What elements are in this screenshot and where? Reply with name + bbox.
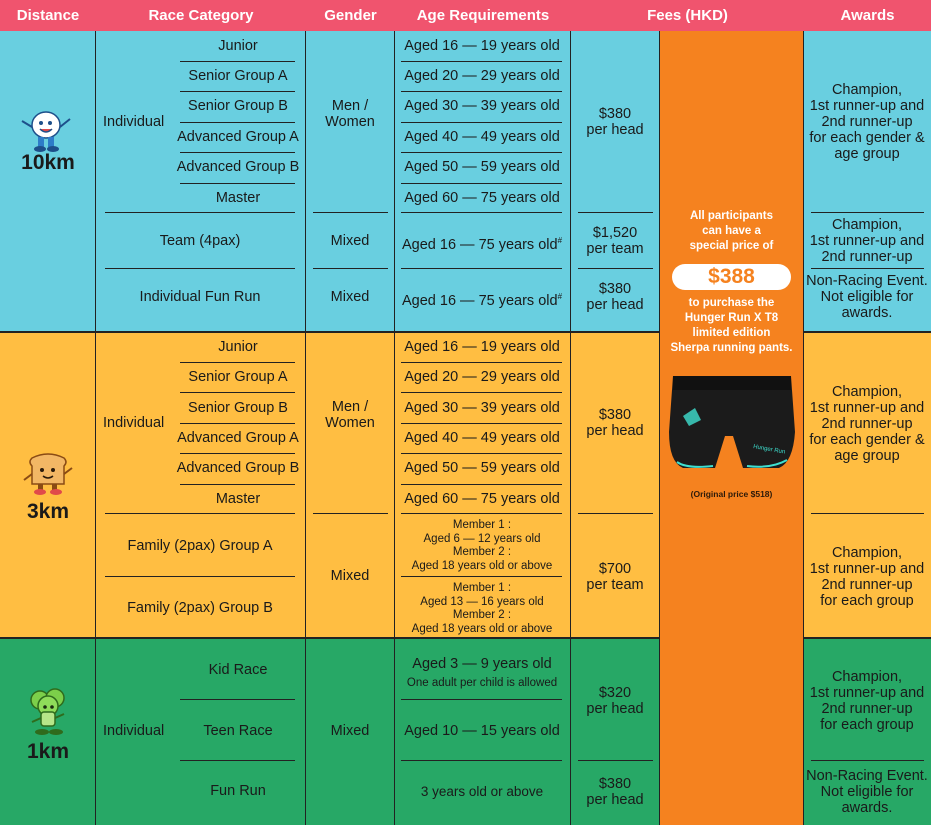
fee-amount: $320: [598, 685, 632, 701]
broccoli-mascot-icon: [22, 688, 74, 738]
age-requirement: Member 1 : Aged 6 — 12 years old Member 2 : Aged 18 years old or above: [411, 519, 553, 572]
group-label: Senior Group B: [188, 400, 288, 416]
row-divider: [180, 453, 295, 454]
age-requirement: Aged 50 — 59 years old: [404, 460, 560, 476]
row-divider: [313, 268, 388, 269]
row-divider: [180, 61, 295, 62]
fee-unit: per head: [586, 423, 644, 439]
group-label: Advanced Group B: [176, 460, 300, 476]
row-divider: [180, 122, 295, 123]
row-divider: [401, 61, 562, 62]
promo-line: Sherpa running pants.: [670, 342, 793, 354]
header-gender: Gender: [324, 7, 377, 24]
row-divider: [180, 423, 295, 424]
category-family-b: Family (2pax) Group B: [127, 600, 273, 616]
group-label: Master: [215, 491, 261, 507]
age-requirement: Aged 16 — 75 years old#: [401, 292, 563, 309]
group-label: Advanced Group B: [176, 159, 300, 175]
promo-line: to purchase the: [688, 297, 775, 309]
category-family-a: Family (2pax) Group A: [127, 538, 273, 554]
column-divider: [305, 31, 306, 825]
row-divider: [180, 91, 295, 92]
age-requirement: Member 1 : Aged 13 — 16 years old Member 2 : Aged 18 years old or above: [411, 582, 553, 635]
category-teen-race: Teen Race: [203, 723, 273, 739]
group-label: Master: [215, 190, 261, 206]
footnote-mark: #: [557, 292, 563, 301]
row-divider: [811, 513, 924, 514]
distance-1km: 1km: [26, 740, 70, 763]
row-divider: [401, 362, 562, 363]
age-requirement: Aged 30 — 39 years old: [404, 98, 560, 114]
row-divider: [401, 576, 562, 577]
promo-line: can have a: [702, 225, 761, 237]
group-label: Senior Group B: [188, 98, 288, 114]
award-text: Champion, 1st runner-up and 2nd runner-up for each group: [809, 669, 925, 733]
age-requirement: Aged 40 — 49 years old: [404, 430, 560, 446]
fee-unit: per head: [586, 701, 644, 717]
award-text: Champion, 1st runner-up and 2nd runner-up for each gender & age group: [809, 82, 925, 162]
category-team: Team (4pax): [159, 233, 241, 249]
row-divider: [105, 513, 295, 514]
fee-amount: $380: [598, 407, 632, 423]
gender-men-women: Men /: [331, 98, 369, 114]
gender-men-women: Men /: [331, 399, 369, 415]
group-label: Senior Group A: [188, 68, 288, 84]
age-requirement: Aged 10 — 15 years old: [404, 723, 560, 739]
category-individual: Individual: [103, 723, 165, 739]
promo-line: limited edition: [692, 327, 771, 339]
row-divider: [105, 576, 295, 577]
award-text: Champion, 1st runner-up and 2nd runner-up: [809, 217, 925, 265]
header-age-requirements: Age Requirements: [416, 7, 550, 24]
original-price-note: (Original price $518): [690, 489, 773, 499]
age-requirement: Aged 20 — 29 years old: [404, 68, 560, 84]
row-divider: [401, 122, 562, 123]
row-divider: [401, 268, 562, 269]
age-requirement: 3 years old or above: [420, 784, 544, 799]
age-requirement: Aged 60 — 75 years old: [404, 491, 560, 507]
award-text: Champion, 1st runner-up and 2nd runner-up for each group: [809, 545, 925, 609]
row-divider: [180, 484, 295, 485]
promo-line: special price of: [689, 240, 774, 252]
row-divider: [105, 212, 295, 213]
distance-3km: 3km: [26, 500, 70, 523]
column-divider: [394, 31, 395, 825]
svg-text:Hunger Run: Hunger Run: [752, 444, 786, 456]
category-fun-run: Fun Run: [210, 783, 266, 799]
gender-men-women: Women: [325, 415, 375, 431]
age-requirement: Aged 60 — 75 years old: [404, 190, 560, 206]
fee-amount: $1,520: [592, 225, 638, 241]
row-divider: [180, 392, 295, 393]
category-kid-race: Kid Race: [208, 662, 268, 678]
row-divider: [401, 183, 562, 184]
row-divider: [811, 760, 924, 761]
row-divider: [401, 212, 562, 213]
row-divider: [401, 152, 562, 153]
row-divider: [578, 212, 653, 213]
group-label: Junior: [218, 38, 258, 54]
row-divider: [578, 513, 653, 514]
age-requirement: Aged 20 — 29 years old: [404, 369, 560, 385]
age-requirement: Aged 40 — 49 years old: [404, 129, 560, 145]
row-divider: [180, 152, 295, 153]
row-divider: [578, 760, 653, 761]
header-race-category: Race Category: [148, 7, 254, 24]
row-divider: [401, 392, 562, 393]
fee-unit: per head: [586, 297, 644, 313]
gender-mixed: Mixed: [330, 289, 370, 305]
running-shorts-image: [667, 372, 797, 474]
fee-amount: $700: [598, 561, 632, 577]
row-divider: [401, 91, 562, 92]
promo-line: Hunger Run X T8: [684, 312, 779, 324]
row-divider: [401, 423, 562, 424]
toast-mascot-icon: [20, 452, 76, 496]
award-text: Champion, 1st runner-up and 2nd runner-up for each gender & age group: [809, 384, 925, 464]
age-requirement: Aged 16 — 19 years old: [404, 339, 560, 355]
snow-mascot-icon: [16, 105, 76, 153]
row-divider: [105, 268, 295, 269]
row-divider: [313, 513, 388, 514]
category-fun-run: Individual Fun Run: [139, 289, 261, 305]
column-divider: [803, 31, 804, 825]
group-label: Senior Group A: [188, 369, 288, 385]
gender-mixed: Mixed: [330, 568, 370, 584]
row-divider: [401, 513, 562, 514]
promo-panel: [660, 31, 803, 825]
fee-unit: per head: [586, 792, 644, 808]
category-individual: Individual: [103, 114, 165, 130]
group-label: Advanced Group A: [177, 129, 299, 145]
row-divider: [401, 484, 562, 485]
age-requirement: Aged 30 — 39 years old: [404, 400, 560, 416]
group-label: Junior: [218, 339, 258, 355]
gender-mixed: Mixed: [330, 233, 370, 249]
age-requirement: Aged 16 — 19 years old: [404, 38, 560, 54]
promo-price: $388: [672, 264, 791, 290]
gender-mixed: Mixed: [330, 723, 370, 739]
promo-line: All participants: [689, 210, 774, 222]
footnote-mark: #: [557, 236, 563, 245]
age-requirement: Aged 50 — 59 years old: [404, 159, 560, 175]
fee-unit: per team: [586, 577, 644, 593]
row-divider: [180, 183, 295, 184]
award-text: Non-Racing Event. Not eligible for awards.: [806, 768, 928, 816]
table-header: [0, 0, 931, 31]
row-divider: [401, 760, 562, 761]
age-requirement: Aged 3 — 9 years old: [412, 656, 552, 672]
fee-unit: per head: [586, 122, 644, 138]
row-divider: [811, 268, 924, 269]
row-divider: [180, 699, 295, 700]
row-divider: [401, 453, 562, 454]
row-divider: [180, 362, 295, 363]
fee-unit: per team: [586, 241, 644, 257]
age-note: One adult per child is allowed: [406, 677, 558, 689]
group-label: Advanced Group A: [177, 430, 299, 446]
header-awards: Awards: [840, 7, 895, 24]
row-divider: [313, 212, 388, 213]
distance-10km: 10km: [21, 151, 75, 174]
row-divider: [180, 760, 295, 761]
fee-amount: $380: [598, 281, 632, 297]
age-requirement: Aged 16 — 75 years old#: [401, 236, 563, 253]
row-divider: [401, 699, 562, 700]
row-divider: [811, 212, 924, 213]
fee-amount: $380: [598, 106, 632, 122]
category-individual: Individual: [103, 415, 165, 431]
column-divider: [570, 31, 571, 825]
gender-men-women: Women: [325, 114, 375, 130]
header-distance: Distance: [16, 7, 80, 24]
award-text: Non-Racing Event. Not eligible for awards.: [806, 273, 928, 321]
header-fees: Fees (HKD): [647, 7, 728, 24]
fee-amount: $380: [598, 776, 632, 792]
row-divider: [578, 268, 653, 269]
